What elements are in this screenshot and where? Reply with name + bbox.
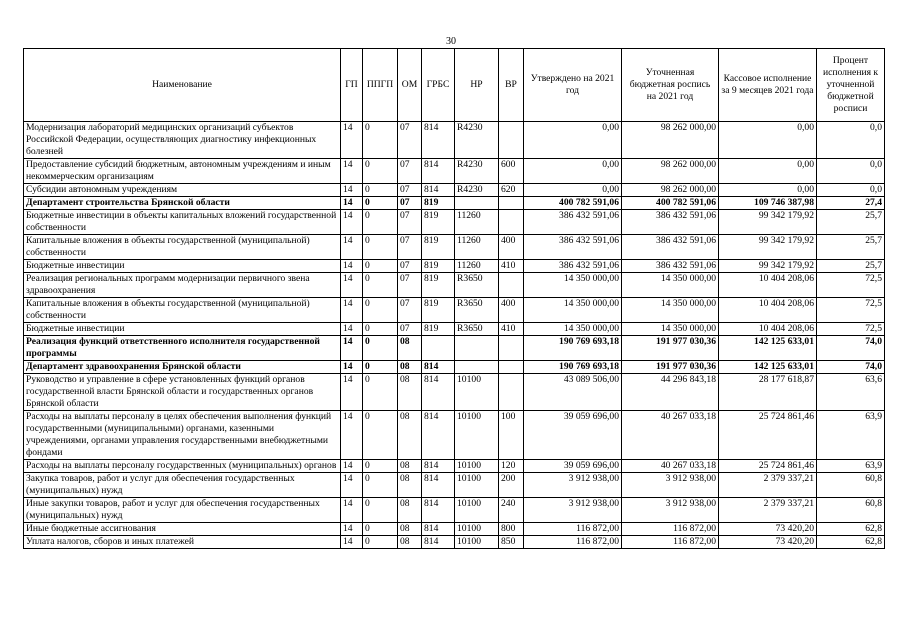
cell-gp: 14 — [341, 336, 363, 361]
cell-gp: 14 — [341, 374, 363, 411]
cell-nr: 10100 — [455, 523, 499, 536]
cell-gp: 14 — [341, 460, 363, 473]
cell-name: Департамент строительства Брянской области — [24, 197, 341, 210]
cell-refined: 116 872,00 — [622, 523, 719, 536]
cell-nr — [455, 336, 499, 361]
table-row — [24, 235, 885, 260]
cell-refined: 40 267 033,18 — [622, 411, 719, 460]
cell-gp: 14 — [341, 184, 363, 197]
cell-refined: 116 872,00 — [622, 536, 719, 549]
table-row — [24, 210, 885, 235]
cell-om: 08 — [398, 374, 422, 411]
cell-gp: 14 — [341, 536, 363, 549]
cell-ppgp: 0 — [363, 235, 398, 260]
cell-om: 07 — [398, 298, 422, 323]
cell-vr: 240 — [499, 498, 524, 523]
cell-refined: 14 350 000,00 — [622, 273, 719, 298]
cell-ppgp: 0 — [363, 374, 398, 411]
cell-grbs: 819 — [422, 273, 455, 298]
cell-gp: 14 — [341, 523, 363, 536]
cell-executed: 99 342 179,92 — [719, 210, 817, 235]
cell-percent: 63,9 — [817, 411, 885, 460]
cell-executed: 0,00 — [719, 184, 817, 197]
cell-approved: 43 089 506,00 — [524, 374, 622, 411]
column-header-nr: НР — [455, 49, 499, 122]
cell-ppgp: 0 — [363, 411, 398, 460]
cell-nr: 11260 — [455, 235, 499, 260]
cell-name: Расходы на выплаты персоналу в целях обеспечения выполнения функций государственными (муниципальными) органами, казенными учреждениями, органами управления государственными внебюджетными фондами — [24, 411, 341, 460]
cell-approved: 0,00 — [524, 159, 622, 184]
cell-name: Закупка товаров, работ и услуг для обеспечения государственных (муниципальных) нужд — [24, 473, 341, 498]
table-row — [24, 473, 885, 498]
cell-vr: 400 — [499, 235, 524, 260]
cell-refined: 191 977 030,36 — [622, 361, 719, 374]
cell-refined: 14 350 000,00 — [622, 323, 719, 336]
cell-name: Реализация региональных программ модернизации первичного звена здравоохранения — [24, 273, 341, 298]
table-row — [24, 273, 885, 298]
cell-name: Расходы на выплаты персоналу государственных (муниципальных) органов — [24, 460, 341, 473]
cell-nr: 10100 — [455, 473, 499, 498]
cell-grbs: 814 — [422, 361, 455, 374]
cell-approved: 14 350 000,00 — [524, 298, 622, 323]
cell-om: 08 — [398, 361, 422, 374]
cell-om: 08 — [398, 473, 422, 498]
cell-grbs: 819 — [422, 298, 455, 323]
cell-vr — [499, 197, 524, 210]
cell-ppgp: 0 — [363, 336, 398, 361]
cell-nr: R4230 — [455, 159, 499, 184]
cell-percent: 74,0 — [817, 361, 885, 374]
cell-grbs: 814 — [422, 374, 455, 411]
cell-executed: 10 404 208,06 — [719, 323, 817, 336]
cell-om: 08 — [398, 336, 422, 361]
cell-gp: 14 — [341, 273, 363, 298]
cell-approved: 39 059 696,00 — [524, 460, 622, 473]
cell-ppgp: 0 — [363, 184, 398, 197]
cell-ppgp: 0 — [363, 473, 398, 498]
cell-grbs: 814 — [422, 473, 455, 498]
column-header-om: ОМ — [398, 49, 422, 122]
cell-om: 08 — [398, 523, 422, 536]
cell-percent: 0,0 — [817, 184, 885, 197]
cell-ppgp: 0 — [363, 460, 398, 473]
cell-executed: 10 404 208,06 — [719, 298, 817, 323]
cell-approved: 386 432 591,06 — [524, 260, 622, 273]
column-header-ppgp: ППГП — [363, 49, 398, 122]
cell-executed: 0,00 — [719, 159, 817, 184]
cell-nr — [455, 197, 499, 210]
cell-vr: 410 — [499, 323, 524, 336]
cell-vr — [499, 210, 524, 235]
page-number: 30 — [446, 36, 456, 47]
cell-grbs: 814 — [422, 523, 455, 536]
cell-name: Модернизация лабораторий медицинских организаций субъектов Российской Федерации, осуществляющих диагностику инфекционных болезней — [24, 122, 341, 159]
cell-nr: R3650 — [455, 323, 499, 336]
cell-refined: 98 262 000,00 — [622, 122, 719, 159]
cell-approved: 190 769 693,18 — [524, 336, 622, 361]
cell-approved: 14 350 000,00 — [524, 323, 622, 336]
cell-approved: 116 872,00 — [524, 523, 622, 536]
column-header-name: Наименование — [24, 49, 341, 122]
cell-vr: 100 — [499, 411, 524, 460]
cell-percent: 74,0 — [817, 336, 885, 361]
cell-gp: 14 — [341, 411, 363, 460]
column-header-grbs: ГРБС — [422, 49, 455, 122]
cell-vr — [499, 336, 524, 361]
cell-name: Иные закупки товаров, работ и услуг для обеспечения государственных (муниципальных) нужд — [24, 498, 341, 523]
cell-vr — [499, 374, 524, 411]
cell-gp: 14 — [341, 210, 363, 235]
cell-om: 07 — [398, 197, 422, 210]
cell-refined: 98 262 000,00 — [622, 159, 719, 184]
cell-executed: 109 746 387,98 — [719, 197, 817, 210]
cell-vr — [499, 122, 524, 159]
cell-name: Реализация функций ответственного исполнителя государственной программы — [24, 336, 341, 361]
cell-vr: 600 — [499, 159, 524, 184]
cell-grbs: 814 — [422, 159, 455, 184]
cell-executed: 2 379 337,21 — [719, 498, 817, 523]
cell-om: 07 — [398, 260, 422, 273]
cell-vr: 400 — [499, 298, 524, 323]
cell-executed: 99 342 179,92 — [719, 260, 817, 273]
cell-gp: 14 — [341, 122, 363, 159]
cell-approved: 3 912 938,00 — [524, 498, 622, 523]
column-header-refined: Уточненная бюджетная роспись на 2021 год — [622, 49, 719, 122]
cell-percent: 0,0 — [817, 159, 885, 184]
cell-ppgp: 0 — [363, 298, 398, 323]
cell-om: 07 — [398, 122, 422, 159]
cell-percent: 60,8 — [817, 473, 885, 498]
cell-executed: 73 420,20 — [719, 523, 817, 536]
cell-ppgp: 0 — [363, 273, 398, 298]
cell-approved: 386 432 591,06 — [524, 235, 622, 260]
cell-gp: 14 — [341, 498, 363, 523]
cell-name: Предоставление субсидий бюджетным, автономным учреждениям и иным некоммерческим организациям — [24, 159, 341, 184]
cell-nr: 11260 — [455, 210, 499, 235]
cell-executed: 0,00 — [719, 122, 817, 159]
cell-grbs: 814 — [422, 184, 455, 197]
cell-nr: R4230 — [455, 122, 499, 159]
cell-ppgp: 0 — [363, 361, 398, 374]
cell-grbs: 819 — [422, 260, 455, 273]
cell-vr — [499, 273, 524, 298]
cell-grbs: 814 — [422, 536, 455, 549]
cell-executed: 142 125 633,01 — [719, 361, 817, 374]
cell-gp: 14 — [341, 361, 363, 374]
cell-nr: 10100 — [455, 460, 499, 473]
cell-vr: 620 — [499, 184, 524, 197]
column-header-percent: Процент исполнения к уточненной бюджетной росписи — [817, 49, 885, 122]
cell-executed: 25 724 861,46 — [719, 411, 817, 460]
cell-grbs: 819 — [422, 235, 455, 260]
cell-approved: 386 432 591,06 — [524, 210, 622, 235]
cell-name: Бюджетные инвестиции — [24, 323, 341, 336]
cell-percent: 25,7 — [817, 235, 885, 260]
cell-gp: 14 — [341, 197, 363, 210]
cell-om: 07 — [398, 159, 422, 184]
cell-nr: 10100 — [455, 411, 499, 460]
cell-percent: 25,7 — [817, 210, 885, 235]
cell-ppgp: 0 — [363, 260, 398, 273]
cell-refined: 44 296 843,18 — [622, 374, 719, 411]
cell-gp: 14 — [341, 473, 363, 498]
cell-nr: R3650 — [455, 298, 499, 323]
cell-om: 08 — [398, 536, 422, 549]
table-row — [24, 498, 885, 523]
cell-name: Бюджетные инвестиции в объекты капитальных вложений государственной собственности — [24, 210, 341, 235]
table-row — [24, 122, 885, 159]
cell-approved: 400 782 591,06 — [524, 197, 622, 210]
cell-refined: 191 977 030,36 — [622, 336, 719, 361]
table-row — [24, 361, 885, 374]
cell-grbs: 819 — [422, 210, 455, 235]
cell-ppgp: 0 — [363, 536, 398, 549]
cell-ppgp: 0 — [363, 498, 398, 523]
cell-vr: 200 — [499, 473, 524, 498]
cell-refined: 3 912 938,00 — [622, 473, 719, 498]
cell-percent: 60,8 — [817, 498, 885, 523]
cell-refined: 386 432 591,06 — [622, 210, 719, 235]
cell-approved: 14 350 000,00 — [524, 273, 622, 298]
table-row — [24, 336, 885, 361]
cell-nr: 10100 — [455, 498, 499, 523]
cell-percent: 63,9 — [817, 460, 885, 473]
cell-name: Капитальные вложения в объекты государственной (муниципальной) собственности — [24, 235, 341, 260]
cell-vr — [499, 361, 524, 374]
cell-nr — [455, 361, 499, 374]
cell-percent: 63,6 — [817, 374, 885, 411]
cell-grbs — [422, 336, 455, 361]
cell-vr: 410 — [499, 260, 524, 273]
table-row — [24, 184, 885, 197]
cell-nr: 10100 — [455, 536, 499, 549]
cell-om: 07 — [398, 210, 422, 235]
table-row — [24, 460, 885, 473]
cell-name: Руководство и управление в сфере установленных функций органов государственной власти Брянской области и государственных органов Брянской области — [24, 374, 341, 411]
cell-gp: 14 — [341, 235, 363, 260]
cell-gp: 14 — [341, 298, 363, 323]
cell-grbs: 814 — [422, 411, 455, 460]
table-row — [24, 536, 885, 549]
cell-approved: 3 912 938,00 — [524, 473, 622, 498]
cell-gp: 14 — [341, 260, 363, 273]
table-row — [24, 323, 885, 336]
cell-approved: 39 059 696,00 — [524, 411, 622, 460]
column-header-vr: ВР — [499, 49, 524, 122]
cell-executed: 28 177 618,87 — [719, 374, 817, 411]
cell-refined: 400 782 591,06 — [622, 197, 719, 210]
cell-grbs: 819 — [422, 323, 455, 336]
cell-om: 08 — [398, 460, 422, 473]
cell-om: 07 — [398, 273, 422, 298]
cell-name: Бюджетные инвестиции — [24, 260, 341, 273]
cell-grbs: 814 — [422, 460, 455, 473]
column-header-executed: Кассовое исполнение за 9 месяцев 2021 года — [719, 49, 817, 122]
cell-refined: 98 262 000,00 — [622, 184, 719, 197]
cell-executed: 99 342 179,92 — [719, 235, 817, 260]
cell-nr: R4230 — [455, 184, 499, 197]
cell-name: Субсидии автономным учреждениям — [24, 184, 341, 197]
cell-percent: 72,5 — [817, 323, 885, 336]
cell-om: 07 — [398, 323, 422, 336]
cell-ppgp: 0 — [363, 159, 398, 184]
cell-om: 08 — [398, 498, 422, 523]
table-row — [24, 298, 885, 323]
cell-approved: 0,00 — [524, 122, 622, 159]
cell-name: Капитальные вложения в объекты государственной (муниципальной) собственности — [24, 298, 341, 323]
cell-approved: 0,00 — [524, 184, 622, 197]
cell-name: Иные бюджетные ассигнования — [24, 523, 341, 536]
cell-executed: 2 379 337,21 — [719, 473, 817, 498]
cell-om: 07 — [398, 184, 422, 197]
cell-refined: 3 912 938,00 — [622, 498, 719, 523]
cell-percent: 25,7 — [817, 260, 885, 273]
cell-nr: 11260 — [455, 260, 499, 273]
column-header-gp: ГП — [341, 49, 363, 122]
cell-executed: 73 420,20 — [719, 536, 817, 549]
budget-table — [23, 48, 885, 549]
column-header-approved: Утверждено на 2021 год — [524, 49, 622, 122]
cell-ppgp: 0 — [363, 122, 398, 159]
cell-executed: 25 724 861,46 — [719, 460, 817, 473]
table-header-row — [24, 49, 885, 122]
cell-nr: 10100 — [455, 374, 499, 411]
cell-approved: 116 872,00 — [524, 536, 622, 549]
table-row — [24, 260, 885, 273]
cell-grbs: 814 — [422, 122, 455, 159]
table-row — [24, 197, 885, 210]
cell-ppgp: 0 — [363, 210, 398, 235]
cell-nr: R3650 — [455, 273, 499, 298]
cell-executed: 142 125 633,01 — [719, 336, 817, 361]
cell-executed: 10 404 208,06 — [719, 273, 817, 298]
cell-gp: 14 — [341, 323, 363, 336]
cell-vr: 120 — [499, 460, 524, 473]
cell-vr: 850 — [499, 536, 524, 549]
cell-refined: 40 267 033,18 — [622, 460, 719, 473]
cell-ppgp: 0 — [363, 523, 398, 536]
cell-percent: 27,4 — [817, 197, 885, 210]
cell-percent: 72,5 — [817, 273, 885, 298]
table-row — [24, 523, 885, 536]
table-row — [24, 159, 885, 184]
cell-grbs: 819 — [422, 197, 455, 210]
cell-approved: 190 769 693,18 — [524, 361, 622, 374]
cell-gp: 14 — [341, 159, 363, 184]
cell-refined: 386 432 591,06 — [622, 235, 719, 260]
cell-grbs: 814 — [422, 498, 455, 523]
cell-percent: 0,0 — [817, 122, 885, 159]
cell-percent: 62,8 — [817, 536, 885, 549]
cell-om: 07 — [398, 235, 422, 260]
cell-refined: 386 432 591,06 — [622, 260, 719, 273]
cell-percent: 72,5 — [817, 298, 885, 323]
cell-refined: 14 350 000,00 — [622, 298, 719, 323]
cell-om: 08 — [398, 411, 422, 460]
table-row — [24, 374, 885, 411]
cell-percent: 62,8 — [817, 523, 885, 536]
cell-ppgp: 0 — [363, 323, 398, 336]
table-row — [24, 411, 885, 460]
cell-ppgp: 0 — [363, 197, 398, 210]
cell-vr: 800 — [499, 523, 524, 536]
cell-name: Уплата налогов, сборов и иных платежей — [24, 536, 341, 549]
cell-name: Департамент здравоохранения Брянской области — [24, 361, 341, 374]
